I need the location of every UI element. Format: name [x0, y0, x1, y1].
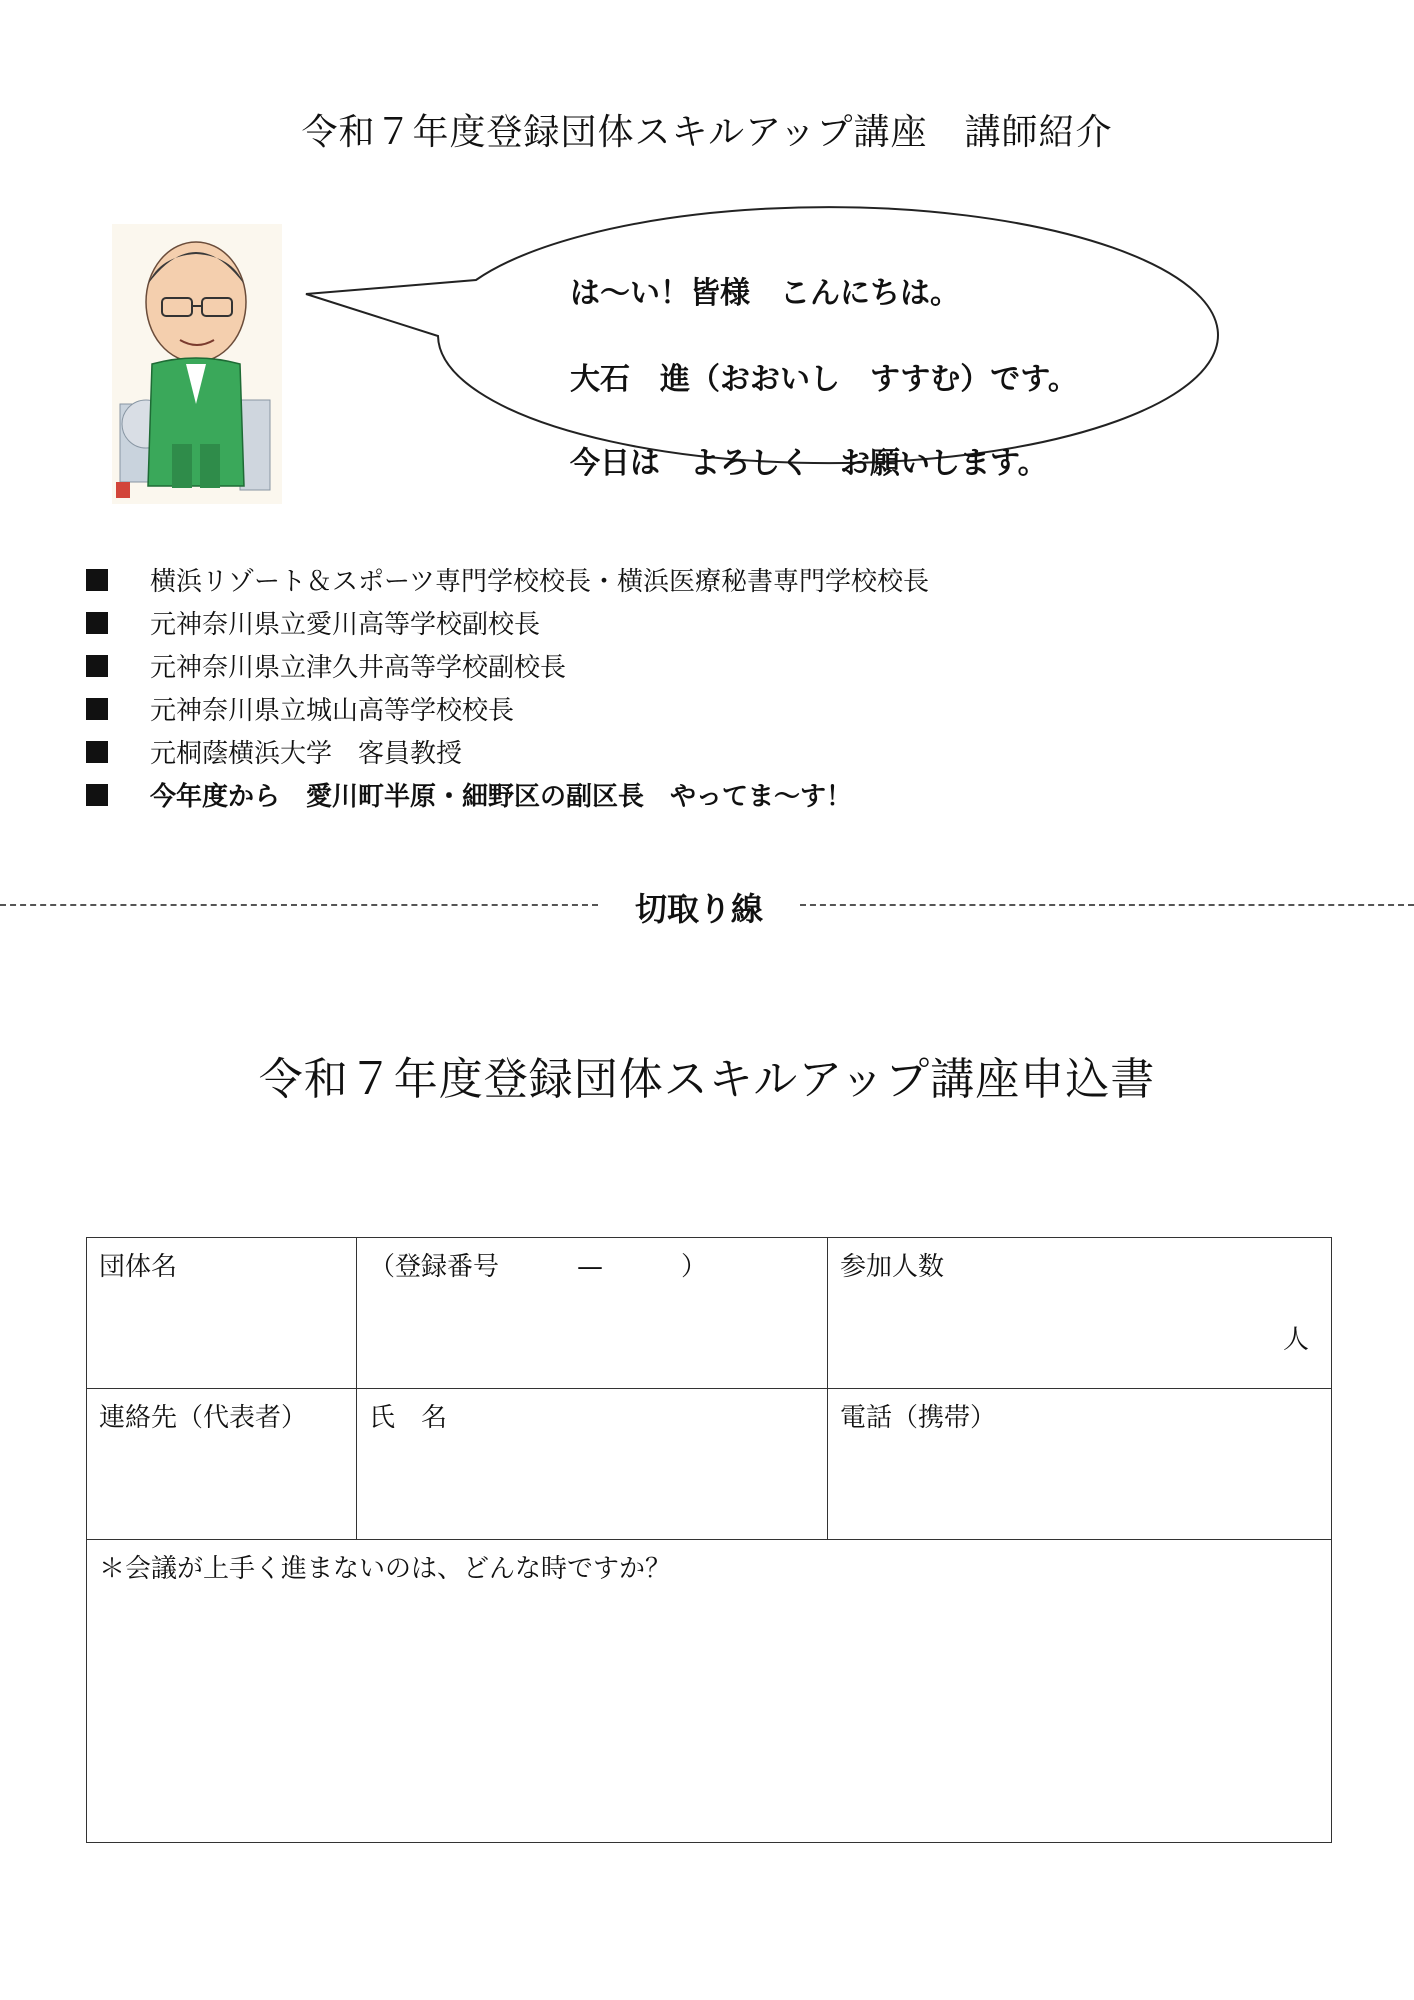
- phone-field[interactable]: [828, 1389, 1332, 1540]
- bullet-square-icon: [86, 655, 108, 677]
- list-item: 元神奈川県立津久井高等学校副校長: [86, 644, 929, 687]
- participants-unit: 人: [1282, 1325, 1309, 1355]
- name-label: 氏 名: [369, 1403, 448, 1433]
- page-title: 令和７年度登録団体スキルアップ講座 講師紹介: [301, 112, 1113, 153]
- bullet-square-icon: [86, 612, 108, 634]
- bullet-square-icon: [86, 569, 108, 591]
- list-item: 横浜リゾート＆スポーツ専門学校校長・横浜医療秘書専門学校校長: [86, 558, 929, 601]
- list-item: 元神奈川県立愛川高等学校副校長: [86, 601, 929, 644]
- instructor-caricature: [112, 224, 282, 504]
- form-title: 令和７年度登録団体スキルアップ講座申込書: [258, 1054, 1156, 1105]
- group-name-field[interactable]: [87, 1238, 357, 1389]
- application-form: [86, 1237, 1332, 1843]
- participants-label: 参加人数: [840, 1252, 945, 1282]
- bullet-square-icon: [86, 784, 108, 806]
- group-name-label: 団体名: [99, 1252, 178, 1282]
- phone-label: 電話（携帯）: [840, 1403, 997, 1433]
- list-item: 今年度から 愛川町半原・細野区の副区長 やってま〜す！: [86, 773, 929, 816]
- registration-number-label: （登録番号 — ）: [369, 1252, 708, 1282]
- instructor-profile-list: [86, 558, 929, 816]
- bullet-square-icon: [86, 698, 108, 720]
- contact-label: 連絡先（代表者）: [99, 1403, 308, 1433]
- list-item: 元桐蔭横浜大学 客員教授: [86, 730, 929, 773]
- cut-line-left: [0, 904, 598, 906]
- participants-field[interactable]: [828, 1238, 1332, 1389]
- cut-line-right: [800, 904, 1414, 906]
- list-item: 元神奈川県立城山高等学校校長: [86, 687, 929, 730]
- speech-line-closing: 今日は よろしく お願いします。: [570, 446, 1048, 481]
- cut-line-label: 切取り線: [634, 890, 763, 928]
- name-field[interactable]: [357, 1389, 828, 1540]
- question-field[interactable]: [87, 1540, 1332, 1843]
- speech-line-greeting: は〜い！皆様 こんにちは。: [570, 276, 960, 311]
- registration-number-field[interactable]: [357, 1238, 828, 1389]
- question-label: ＊会議が上手く進まないのは、どんな時ですか？: [99, 1554, 672, 1584]
- speech-line-name: 大石 進（おおいし すすむ）です。: [570, 362, 1078, 397]
- bullet-square-icon: [86, 741, 108, 763]
- contact-field: [87, 1389, 357, 1540]
